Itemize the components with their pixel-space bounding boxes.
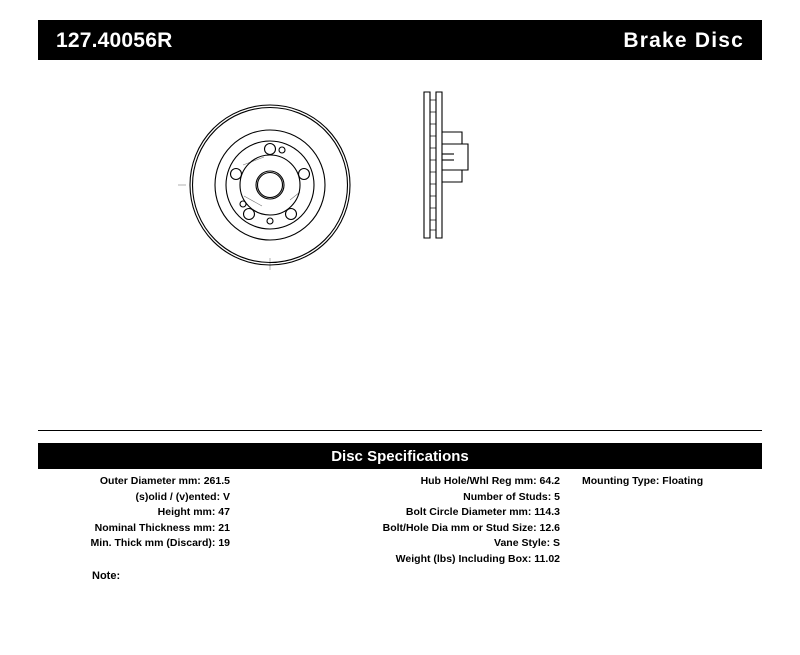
spec-item: Min. Thick mm (Discard): 19 bbox=[90, 537, 230, 549]
spec-table-body bbox=[38, 474, 762, 567]
document-type-label: Brake Disc bbox=[623, 28, 744, 52]
spec-item: Height mm: 47 bbox=[157, 506, 230, 518]
spec-separator-rule bbox=[38, 430, 762, 431]
spec-table-title: Disc Specifications bbox=[331, 447, 469, 465]
document-header-bar bbox=[38, 20, 762, 60]
spec-item: Weight (lbs) Including Box: 11.02 bbox=[395, 552, 560, 565]
spec-item: Outer Diameter mm: 261.5 bbox=[99, 475, 230, 487]
note-label: Note: bbox=[92, 570, 121, 582]
rotor-face-view bbox=[178, 105, 350, 270]
spec-item: Number of Studs: 5 bbox=[463, 490, 560, 503]
spec-item: (s)olid / (v)ented: V bbox=[135, 490, 230, 503]
rotor-edge-section-view bbox=[424, 92, 468, 238]
spec-item: Mounting Type: Floating bbox=[582, 475, 704, 487]
technical-drawing bbox=[38, 70, 762, 420]
spec-item: Nominal Thickness mm: 21 bbox=[94, 521, 230, 534]
spec-column-middle bbox=[238, 474, 568, 567]
spec-column-right bbox=[568, 474, 762, 490]
spec-column-left bbox=[38, 474, 238, 552]
spec-item: Vane Style: S bbox=[494, 537, 560, 549]
spec-item: Bolt/Hole Dia mm or Stud Size: 12.6 bbox=[382, 521, 560, 534]
spec-item: Hub Hole/Whl Reg mm: 64.2 bbox=[420, 475, 560, 487]
spec-item: Bolt Circle Diameter mm: 114.3 bbox=[405, 506, 560, 518]
spec-header-band bbox=[38, 443, 762, 469]
part-number-label: 127.40056R bbox=[56, 28, 173, 52]
